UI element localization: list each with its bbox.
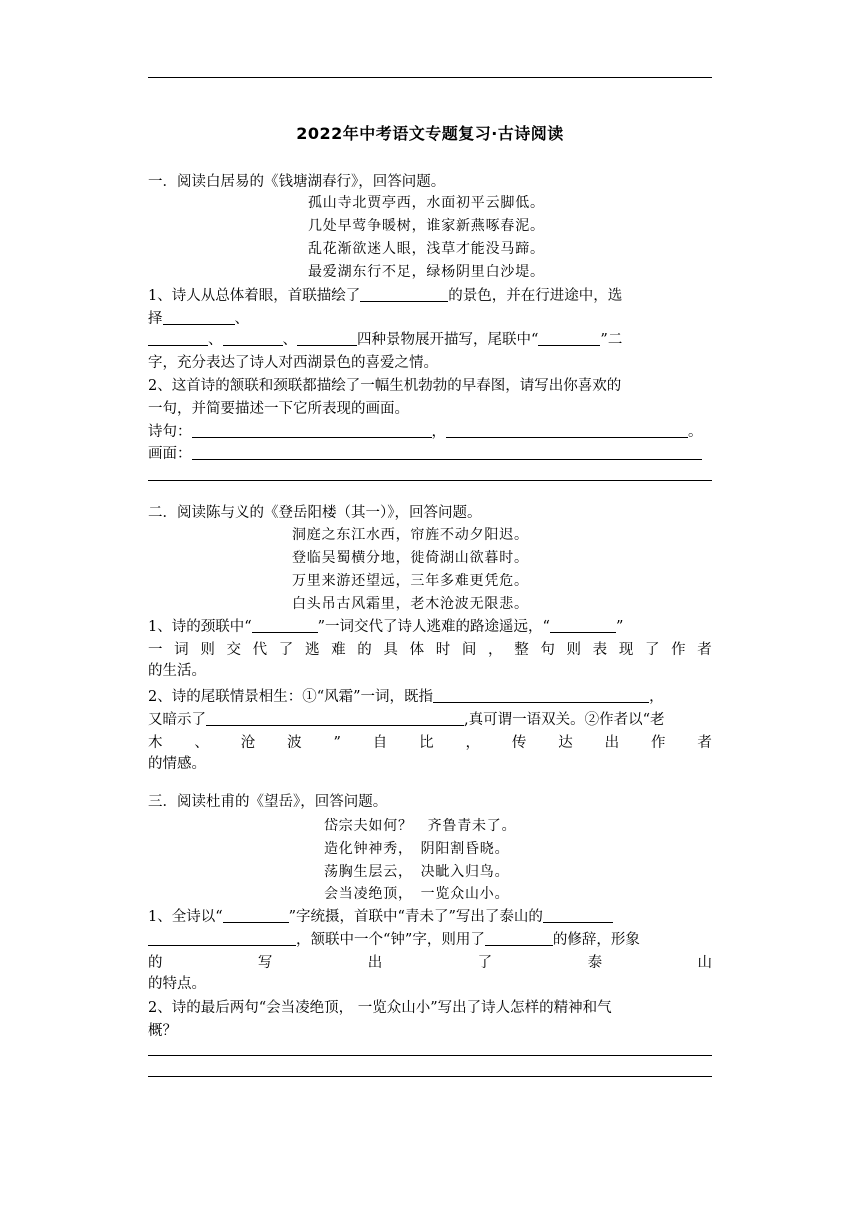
- s2-q1-text-a: 1、诗的颈联中“: [148, 619, 252, 635]
- char: 交: [226, 642, 241, 658]
- s2-q2-line2: [148, 709, 712, 731]
- answer-blank[interactable]: [148, 930, 296, 946]
- answer-blank[interactable]: [433, 687, 649, 703]
- answer-blank[interactable]: [223, 330, 283, 346]
- s1-answer-scene-line: [148, 443, 712, 465]
- char: 出: [604, 735, 620, 751]
- section1-poem-line-2: 几处早莺争暖树，谁家新燕啄春泥。: [308, 218, 545, 234]
- char: 山: [697, 955, 712, 971]
- section1-poem-line-3: 乱花渐欲迷人眼，浅草才能没马蹄。: [308, 241, 545, 257]
- s2-q1-text-b: ”一词交代了诗人逃难的路途遥远，“: [317, 619, 550, 635]
- char: ”: [333, 735, 341, 751]
- char: 作: [671, 642, 686, 658]
- section3-poem-line-3: 荡胸生层云， 决眦入归鸟。: [324, 864, 510, 880]
- s1-q1-text-b: 的景色，并在行进途中，选: [448, 288, 623, 304]
- char: 者: [697, 642, 712, 658]
- char: 木: [148, 735, 163, 751]
- char: ，: [465, 735, 481, 751]
- s1-answer-poem-line: [148, 421, 712, 443]
- answer-label-scene: 画面：: [148, 446, 192, 462]
- s1-q1-text-f: 、: [282, 332, 297, 348]
- s3-q1-text-b: ”字统摄，首联中“青未了”写出了泰山的: [288, 909, 543, 925]
- char: 一: [148, 642, 163, 658]
- page-title: 2022年中考语文专题复习·古诗阅读: [296, 124, 564, 143]
- s3-q1-line1: [148, 906, 712, 928]
- char: 、: [194, 735, 209, 751]
- char: 自: [372, 735, 388, 751]
- answer-label-poem: 诗句：: [148, 424, 192, 440]
- char: 体: [409, 642, 425, 658]
- char: 出: [367, 955, 383, 971]
- answer-blank[interactable]: [543, 907, 613, 923]
- s2-q2-line3: [148, 732, 712, 754]
- char: 波: [287, 735, 302, 751]
- s2-q1-line2: [148, 639, 712, 661]
- s2-q2-text-b: ，: [649, 689, 664, 705]
- s3-q1-text-a: 1、全诗以“: [148, 909, 223, 925]
- char: 间: [461, 642, 477, 658]
- s3-q1-text-c: ，颔联中一个“钟”字，则用了: [296, 932, 485, 948]
- answer-blank[interactable]: [163, 309, 235, 325]
- s1-q1-text-c: 择: [148, 311, 163, 327]
- answer-rule[interactable]: [148, 1055, 712, 1056]
- s2-q2-text-d: ,真可谓一语双关。②作者以“老: [464, 712, 665, 728]
- char: 者: [697, 735, 712, 751]
- section2-poem-line-4: 白头吊古风霜里，老木沧波无限悲。: [292, 596, 529, 612]
- answer-blank[interactable]: [223, 907, 289, 923]
- char: 沧: [240, 735, 256, 751]
- char: 则: [566, 642, 581, 658]
- answer-blank[interactable]: [252, 617, 318, 633]
- char: 写: [257, 955, 273, 971]
- s1-q1-text-d: 、: [234, 311, 249, 327]
- char: 词: [174, 642, 189, 658]
- s1-q1-line2: [148, 308, 712, 330]
- s1-q2-line2: 一句，并简要描述一下它所表现的画面。: [148, 401, 409, 417]
- char: 时: [435, 642, 451, 658]
- s1-q1-text-e: 、: [208, 332, 223, 348]
- s2-q2-text-a: 2、诗的尾联情景相生：①“风霜”一词，既指: [148, 689, 434, 705]
- char: 作: [651, 735, 666, 751]
- section3-poem-line-1: 岱宗夫如何？ 齐鲁青未了。: [324, 818, 517, 834]
- char: 现: [618, 642, 634, 658]
- answer-blank[interactable]: [446, 422, 688, 438]
- s3-q2-line2: 概？: [148, 1023, 177, 1039]
- s2-q1-line3: 的生活。: [148, 663, 206, 679]
- s3-q1-line3: [148, 952, 712, 974]
- answer-blank[interactable]: [360, 286, 448, 302]
- char: 难: [331, 642, 346, 658]
- section2-poem-line-1: 洞庭之东江水西，帘旌不动夕阳迟。: [292, 527, 529, 543]
- s2-q1-line1: [148, 616, 712, 638]
- answer-period: 。: [688, 424, 703, 440]
- char: 代: [252, 642, 268, 658]
- s3-q2-line1: 2、诗的最后两句“会当凌绝顶， 一览众山小”写出了诗人怎样的精神和气: [148, 1000, 612, 1016]
- s1-q2-line1: 2、这首诗的颔联和颈联都描绘了一幅生机勃勃的早春图，请写出你喜欢的: [148, 378, 622, 394]
- answer-blank[interactable]: [206, 710, 464, 726]
- char: 具: [383, 642, 398, 658]
- s1-q1-text-a: 1、诗人从总体着眼，首联描绘了: [148, 288, 361, 304]
- char: 了: [644, 642, 660, 658]
- s3-q1-text-d: 的修辞，形象: [552, 932, 640, 948]
- section3-heading: 三．阅读杜甫的《望岳》，回答问题。: [148, 794, 388, 810]
- answer-blank[interactable]: [148, 330, 208, 346]
- section3-poem-line-2: 造化钟神秀， 阴阳割昏晓。: [324, 841, 510, 857]
- char: 了: [477, 955, 493, 971]
- s2-q2-text-c: 又暗示了: [148, 712, 206, 728]
- section2-poem-line-3: 万里来游还望远，三年多难更凭危。: [292, 573, 529, 589]
- answer-rule[interactable]: [148, 480, 712, 481]
- answer-rule[interactable]: [148, 1076, 712, 1077]
- s1-q1-line4: 字，充分表达了诗人对西湖景色的喜爱之情。: [148, 355, 438, 371]
- s2-q2-line4: 的情感。: [148, 756, 206, 772]
- char: 了: [278, 642, 294, 658]
- char: 的: [148, 955, 163, 971]
- section2-poem-line-2: 登临吴蜀横分地，徙倚湖山欲暮时。: [292, 550, 529, 566]
- s1-q1-line3: [148, 329, 712, 351]
- section2-heading: 二．阅读陈与义的《登岳阳楼（其一）》，回答问题。: [148, 505, 482, 521]
- s3-q1-line4: 的特点。: [148, 976, 206, 992]
- s2-q1-text-c: ”: [615, 619, 624, 635]
- char: 比: [419, 735, 434, 751]
- s1-q1-text-g: 四种景物展开描写，尾联中“: [357, 332, 539, 348]
- section1-poem-line-1: 孤山寺北贾亭西，水面初平云脚低。: [308, 195, 545, 211]
- answer-blank[interactable]: [485, 930, 553, 946]
- char: 的: [357, 642, 372, 658]
- char: 句: [540, 642, 555, 658]
- answer-comma: ，: [431, 424, 446, 440]
- s1-q1-line1: [148, 285, 712, 307]
- s3-q1-line2: [148, 929, 712, 951]
- section3-poem-line-4: 会当凌绝顶， 一览众山小。: [324, 886, 510, 902]
- answer-blank[interactable]: [192, 444, 702, 460]
- char: 逃: [304, 642, 320, 658]
- char: 达: [558, 735, 573, 751]
- char: 则: [200, 642, 215, 658]
- s2-q2-line1: [148, 686, 712, 708]
- answer-blank[interactable]: [550, 617, 616, 633]
- s1-q1-text-h: ”二: [600, 332, 623, 348]
- char: 整: [514, 642, 529, 658]
- char: 传: [511, 735, 527, 751]
- answer-blank[interactable]: [192, 422, 432, 438]
- section1-poem-line-4: 最爱湖东行不足，绿杨阴里白沙堤。: [308, 264, 545, 280]
- section1-heading: 一．阅读白居易的《钱塘湖春行》，回答问题。: [148, 174, 446, 190]
- header-rule: [148, 77, 712, 78]
- answer-blank[interactable]: [297, 330, 357, 346]
- char: ，: [488, 642, 503, 658]
- char: 泰: [587, 955, 603, 971]
- answer-blank[interactable]: [538, 330, 600, 346]
- char: 表: [592, 642, 608, 658]
